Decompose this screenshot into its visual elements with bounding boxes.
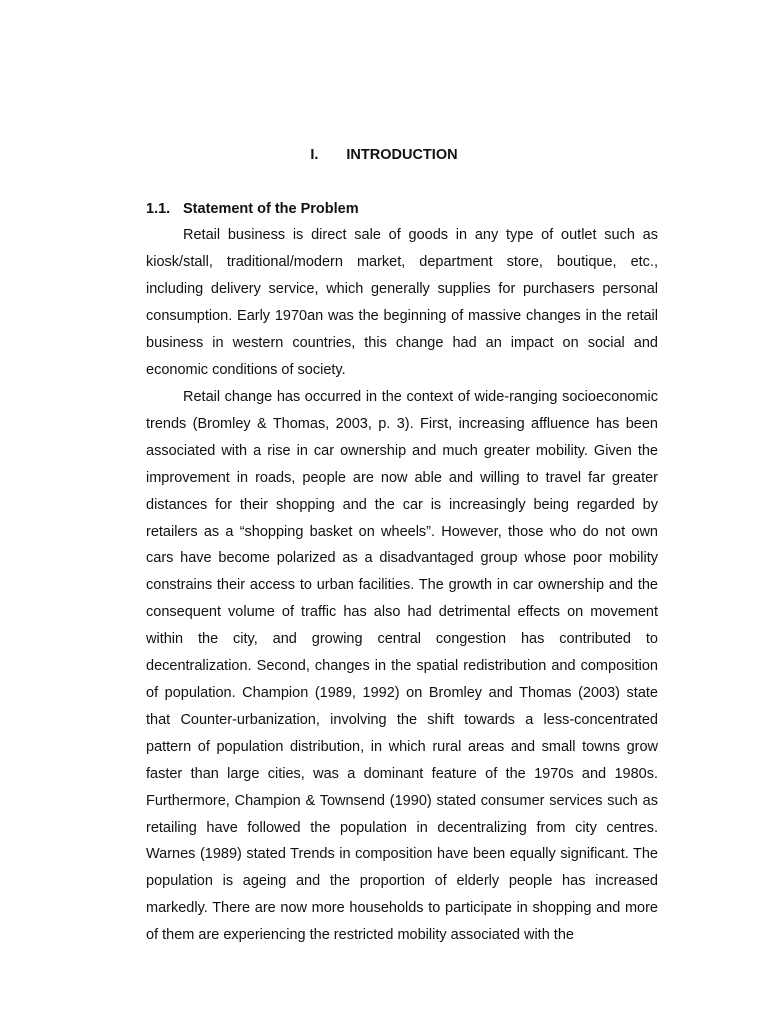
- section-number: 1.1.: [146, 201, 171, 217]
- body-paragraph-block-1: [146, 222, 658, 383]
- paragraph: Retail business is direct sale of goods in any type of outlet such as kiosk/stall, traditional/modern market, department store, boutique, etc., including delivery service, which generally supplies for purchasers personal consumption. Early 1970an was the beginning of massive changes in the retail business in western countries, this change had an impact on social and economic conditions of society.: [146, 227, 658, 378]
- section-heading: [146, 199, 359, 219]
- chapter-heading: [0, 145, 768, 165]
- body-paragraph-block-2: [146, 384, 658, 949]
- section-title: Statement of the Problem: [183, 201, 359, 217]
- chapter-number: I.: [310, 147, 319, 163]
- paragraph: Retail change has occurred in the context of wide-ranging socioeconomic trends (Bromley & Thomas, 2003, p. 3). First, increasing affluence has been associated with a rise in car ownership and much greater mobility. Given the improvement in roads, people are now able and willing to travel far greater distances for their shopping and the car is increasingly being regarded by retailers as a “shopping basket on wheels”. However, those who do not own cars have become polarized as a disadvantaged group whose poor mobility constrains their access to urban facilities. The growth in car ownership and the consequent volume of traffic has also had detrimental effects on movement within the city, and growing central congestion has contributed to decentralization. Second, changes in the spatial redistribution and composition of population. Champion (1989, 1992) on Bromley and Thomas (2003) state that Counter-urbanization, involving the shift towards a less-concentrated pattern of population distribution, in which rural areas and small towns grow faster than large cities, was a dominant feature of the 1970s and 1980s. Furthermore, Champion & Townsend (1990) stated consumer services such as retailing have followed the population in decentralizing from city centres. Warnes (1989) stated Trends in composition have been equally significant. The population is ageing and the proportion of elderly people has increased markedly. There are now more households to participate in shopping and more of them are experiencing the restricted mobility associated with the: [146, 389, 658, 944]
- chapter-title: INTRODUCTION: [346, 147, 458, 163]
